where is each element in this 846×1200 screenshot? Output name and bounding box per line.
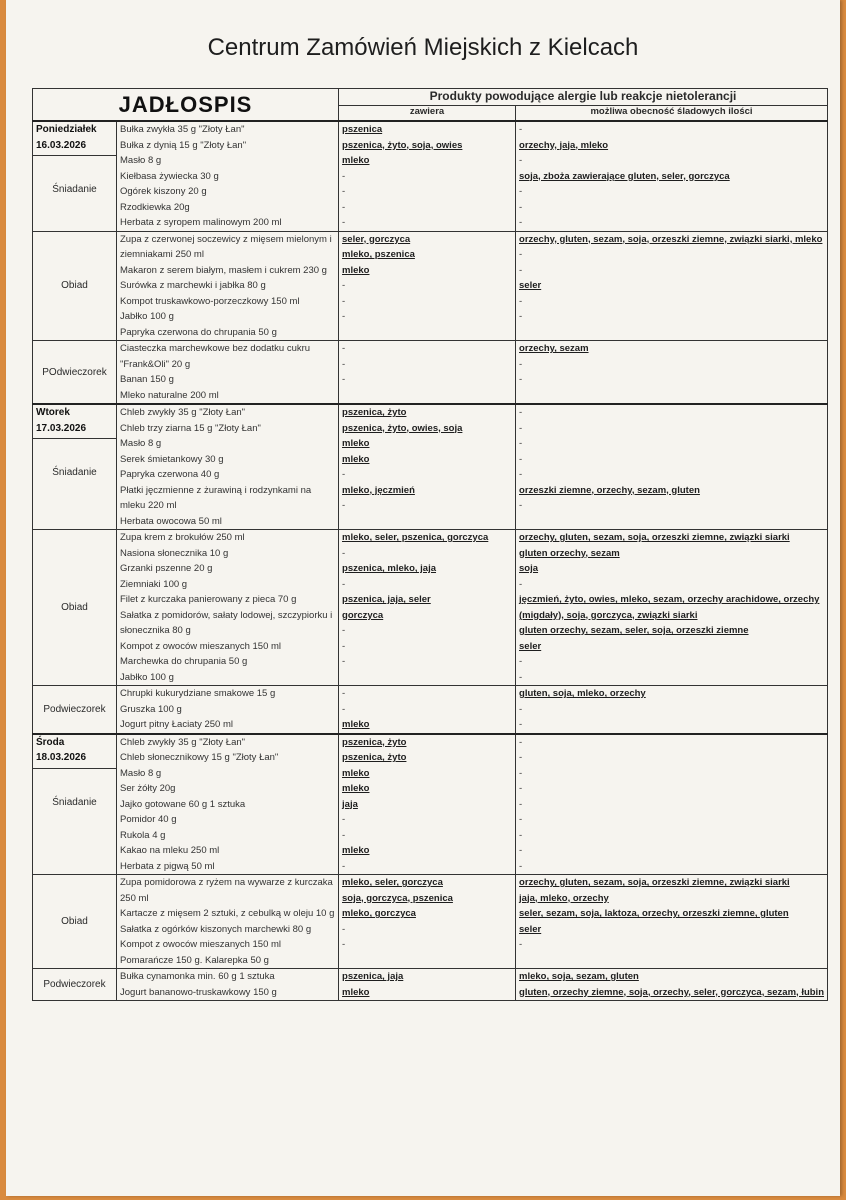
traces-cell <box>516 341 828 405</box>
dish-item: Papryka czerwona do chrupania 50 g <box>120 326 277 338</box>
meal-name: Obiad <box>61 280 88 292</box>
traces-item: - <box>519 860 523 872</box>
dish-item: Kiełbasa żywiecka 30 g <box>120 170 219 182</box>
dish-item: Chrupki kukurydziane smakowe 15 g <box>120 688 276 699</box>
meal-name: Podwieczorek <box>43 703 106 715</box>
traces-item: - <box>519 814 523 825</box>
contains-item: pszenica, jaja, seler <box>342 594 431 605</box>
meal-name: Obiad <box>61 916 88 927</box>
dish-item: Pomidor 40 g <box>120 814 177 825</box>
meal-row <box>33 404 828 530</box>
meal-name: POdwieczorek <box>42 366 107 378</box>
meal-cell <box>33 121 117 231</box>
day-date: 18.03.2026 <box>36 752 87 763</box>
contains-item: mleko, seler, pszenica, gorczyca <box>342 532 489 543</box>
contains-item: - <box>342 640 346 652</box>
traces-item: - <box>519 295 523 307</box>
contains-item: pszenica, żyto <box>342 752 407 763</box>
dish-item: Chleb zwykły 35 g "Złoty Łan" <box>120 736 246 748</box>
traces-item: - <box>519 798 523 810</box>
traces-item: - <box>519 217 523 228</box>
dish-item: Zupa pomidorowa z ryżem na wywarze z kurczaka 250 ml <box>120 877 333 904</box>
contains-cell <box>339 686 516 734</box>
contains-item: - <box>342 186 346 197</box>
contains-item: pszenica, mleko, jaja <box>342 563 437 574</box>
traces-item: - <box>519 422 523 434</box>
traces-item: - <box>519 752 523 763</box>
contains-item: - <box>342 814 346 825</box>
traces-item: - <box>519 578 523 590</box>
dish-cell <box>117 121 339 231</box>
traces-cell <box>516 686 828 734</box>
dish-item: Rzodkiewka 20g <box>120 201 190 213</box>
meal-cell <box>33 341 117 405</box>
dish-item: Masło 8 g <box>120 155 162 166</box>
traces-item: - <box>519 783 523 794</box>
dish-item: Zupa krem z brokułów 250 ml <box>120 532 245 543</box>
contains-item: mleko <box>342 783 370 794</box>
contains-item: mleko <box>342 986 370 998</box>
dish-item: Marchewka do chrupania 50 g <box>120 656 248 667</box>
dish-item: Sałatka z ogórków kiszonych marchewki 80 g <box>120 923 312 935</box>
traces-item: seler, sezam, soja, laktoza, orzechy, orzeszki ziemne, gluten <box>519 908 789 919</box>
traces-item: - <box>519 249 523 260</box>
day-name: Środa <box>36 736 65 748</box>
contains-item: soja, gorczyca, pszenica <box>342 892 453 904</box>
traces-item: - <box>519 845 523 856</box>
contains-item: mleko <box>342 264 370 276</box>
dish-item: Kompot z owoców mieszanych 150 ml <box>120 640 282 652</box>
traces-cell <box>516 734 828 875</box>
day-header <box>33 405 116 439</box>
dish-item: Filet z kurczaka panierowany z pieca 70 g <box>120 594 297 605</box>
dish-item: Jajko gotowane 60 g 1 sztuka <box>120 798 246 810</box>
dish-item: Jabłko 100 g <box>120 311 174 322</box>
contains-item: gorczyca <box>342 609 384 621</box>
traces-item: - <box>519 703 523 715</box>
day-date: 16.03.2026 <box>36 139 87 151</box>
dish-item: Rukola 4 g <box>120 829 166 841</box>
contains-item: - <box>342 703 346 715</box>
contains-item: - <box>342 578 346 590</box>
traces-item: - <box>519 829 523 841</box>
contains-cell <box>339 734 516 875</box>
traces-item: - <box>519 736 523 748</box>
contains-item: mleko <box>342 767 370 779</box>
contains-cell <box>339 530 516 686</box>
contains-item: - <box>342 295 346 307</box>
contains-item: - <box>342 343 346 354</box>
dish-item: Chleb słonecznikowy 15 g "Złoty Łan" <box>120 752 279 763</box>
allergen-header: Produkty powodujące alergie lub reakcje nietolerancji <box>339 89 828 106</box>
day-date: 17.03.2026 <box>36 422 87 434</box>
meal-row <box>33 530 828 686</box>
dish-item: Pomarańcze 150 g. Kalarepka 50 g <box>120 954 269 966</box>
traces-item: - <box>519 939 523 950</box>
dish-cell <box>117 734 339 875</box>
dish-item: Chleb zwykły 35 g "Złoty Łan" <box>120 407 246 418</box>
contains-item: - <box>342 280 346 291</box>
traces-item: - <box>519 407 523 418</box>
traces-item: - <box>519 453 523 465</box>
contains-cell <box>339 875 516 969</box>
traces-item: - <box>519 264 523 276</box>
contains-item: - <box>342 547 346 559</box>
menu-sheet <box>6 0 840 1196</box>
meal-cell <box>33 231 117 341</box>
dish-item: Kompot z owoców mieszanych 150 ml <box>120 939 282 950</box>
traces-item: - <box>519 719 523 730</box>
contains-item: - <box>342 829 346 841</box>
contains-item: - <box>342 500 346 511</box>
contains-item: - <box>342 217 346 228</box>
traces-item: - <box>519 438 523 449</box>
meal-row <box>33 734 828 875</box>
meal-row <box>33 231 828 341</box>
contains-item: - <box>342 688 346 699</box>
contains-item: - <box>342 170 346 182</box>
dish-cell <box>117 404 339 530</box>
traces-item: gluten, soja, mleko, orzechy <box>519 688 646 699</box>
meal-cell <box>33 404 117 530</box>
traces-item: - <box>519 656 523 667</box>
traces-item: - <box>519 500 523 511</box>
contains-item: - <box>342 625 346 636</box>
traces-item: gluten orzechy, sezam <box>519 547 620 559</box>
contains-item: - <box>342 923 346 935</box>
meal-row <box>33 875 828 969</box>
dish-cell <box>117 686 339 734</box>
meal-cell <box>33 686 117 734</box>
dish-item: Makaron z serem białym, masłem i cukrem 230 g <box>120 264 327 276</box>
contains-item: pszenica, żyto, soja, owies <box>342 139 463 151</box>
traces-item: seler <box>519 923 542 935</box>
contains-item: - <box>342 358 346 370</box>
dish-item: Masło 8 g <box>120 767 162 779</box>
contains-cell <box>339 341 516 405</box>
meal-row <box>33 686 828 734</box>
dish-cell <box>117 875 339 969</box>
day-header <box>33 122 116 156</box>
meal-row <box>33 969 828 1001</box>
contains-item: pszenica, żyto <box>342 736 407 748</box>
meal-name: Podwieczorek <box>43 979 106 990</box>
traces-item: gluten, orzechy ziemne, soja, orzechy, seler, gorczyca, sezam, łubin <box>519 986 825 998</box>
contains-header: zawiera <box>339 106 516 122</box>
dish-item: Jogurt bananowo-truskawkowy 150 g <box>120 986 277 998</box>
menu-body <box>33 121 828 1001</box>
dish-item: Grzanki pszenne 20 g <box>120 563 213 574</box>
meal-cell <box>33 530 117 686</box>
traces-item: orzechy, sezam <box>519 343 589 354</box>
contains-item: - <box>342 860 346 872</box>
traces-item: - <box>519 124 523 135</box>
traces-header: możliwa obecność śladowych ilości <box>516 106 828 122</box>
contains-item: pszenica <box>342 124 383 135</box>
dish-item: Kartacze z mięsem 2 sztuki, z cebulką w oleju 10 g <box>120 908 335 919</box>
traces-cell <box>516 121 828 231</box>
dish-item: Papryka czerwona 40 g <box>120 469 220 480</box>
dish-item: Ciasteczka marchewkowe bez dodatku cukru "Frank&Oli" 20 g <box>120 343 311 370</box>
contains-cell <box>339 121 516 231</box>
traces-item: - <box>519 374 523 385</box>
dish-item: Herbata z pigwą 50 ml <box>120 860 215 872</box>
meal-name: Śniadanie <box>52 184 97 195</box>
dish-item: Serek śmietankowy 30 g <box>120 453 224 465</box>
meal-name: Obiad <box>61 602 88 613</box>
dish-cell <box>117 530 339 686</box>
contains-cell <box>339 969 516 1001</box>
dish-item: Ogórek kiszony 20 g <box>120 186 207 197</box>
contains-item: - <box>342 656 346 667</box>
traces-item: seler <box>519 280 542 291</box>
contains-item: - <box>342 939 346 950</box>
dish-item: Kakao na mleku 250 ml <box>120 845 220 856</box>
dish-item: Masło 8 g <box>120 438 162 449</box>
dish-item: Płatki jęczmienne z żurawiną i rodzynkami na mleku 220 ml <box>120 484 312 511</box>
contains-item: - <box>342 469 346 480</box>
day-header <box>33 735 116 769</box>
contains-item: mleko <box>342 438 370 449</box>
meal-row <box>33 341 828 405</box>
meal-name: Śniadanie <box>52 467 97 478</box>
contains-item: pszenica, żyto, owies, soja <box>342 422 463 434</box>
traces-item: - <box>519 767 523 779</box>
meal-cell <box>33 875 117 969</box>
traces-item: orzeszki ziemne, orzechy, sezam, gluten <box>519 484 700 496</box>
dish-item: Nasiona słonecznika 10 g <box>120 547 229 559</box>
traces-item: - <box>519 671 523 683</box>
contains-item: - <box>342 374 346 385</box>
traces-cell <box>516 530 828 686</box>
dish-cell <box>117 969 339 1001</box>
dish-item: Jogurt pitny Łaciaty 250 ml <box>120 719 234 730</box>
contains-item: mleko, pszenica <box>342 249 415 260</box>
contains-cell <box>339 231 516 341</box>
menu-title: JADŁOSPIS <box>33 89 339 122</box>
traces-item: soja <box>519 563 539 574</box>
dish-item: Ser żółty 20g <box>120 783 176 794</box>
traces-item: soja, zboża zawierające gluten, seler, gorczyca <box>519 170 730 182</box>
dish-item: Mleko naturalne 200 ml <box>120 389 219 401</box>
dish-item: Bułka zwykła 35 g "Złoty Łan" <box>120 124 245 135</box>
dish-item: Ziemniaki 100 g <box>120 578 188 590</box>
day-name: Wtorek <box>36 407 70 418</box>
traces-item: - <box>519 155 523 166</box>
dish-item: Jabłko 100 g <box>120 671 174 683</box>
dish-item: Chleb trzy ziarna 15 g "Złoty Łan" <box>120 422 261 434</box>
dish-item: Sałatka z pomidorów, sałaty lodowej, szczypiorku i słonecznika 80 g <box>120 609 333 636</box>
traces-item: - <box>519 201 523 213</box>
day-name: Poniedziałek <box>36 124 97 135</box>
meal-cell <box>33 969 117 1001</box>
contains-item: pszenica, jaja <box>342 971 404 982</box>
contains-item: - <box>342 201 346 213</box>
traces-item: - <box>519 469 523 480</box>
dish-item: Banan 150 g <box>120 374 174 385</box>
meal-row <box>33 121 828 231</box>
contains-cell <box>339 404 516 530</box>
contains-item: mleko <box>342 845 370 856</box>
traces-item: - <box>519 186 523 197</box>
meal-name: Śniadanie <box>52 796 97 808</box>
contains-item: mleko, jęczmień <box>342 484 415 496</box>
traces-cell <box>516 231 828 341</box>
contains-item: mleko <box>342 719 370 730</box>
traces-cell <box>516 404 828 530</box>
contains-item: mleko <box>342 453 370 465</box>
traces-item: mleko, soja, sezam, gluten <box>519 971 639 982</box>
contains-item: - <box>342 311 346 322</box>
traces-item: - <box>519 358 523 370</box>
document-title: Centrum Zamówień Miejskich z Kielcach <box>207 34 639 61</box>
contains-item: mleko, seler, gorczyca <box>342 877 443 888</box>
traces-cell <box>516 969 828 1001</box>
dish-item: Surówka z marchewki i jabłka 80 g <box>120 280 266 291</box>
traces-item: orzechy, gluten, sezam, soja, orzeszki ziemne, związki siarki, mleko <box>519 233 823 245</box>
dish-item: Kompot truskawkowo-porzeczkowy 150 ml <box>120 295 300 307</box>
contains-item: pszenica, żyto <box>342 407 407 418</box>
contains-item: seler, gorczyca <box>342 233 411 245</box>
traces-item: - <box>519 311 523 322</box>
traces-item: orzechy, jaja, mleko <box>519 139 609 151</box>
dish-cell <box>117 341 339 405</box>
traces-item: seler <box>519 640 542 652</box>
menu-table <box>32 88 828 1001</box>
traces-item: jęczmień, żyto, owies, mleko, sezam, orzechy arachidowe, orzechy (migdały), soja, gorczyca, związki siarki <box>519 594 820 621</box>
dish-item: Bułka cynamonka min. 60 g 1 sztuka <box>120 971 275 982</box>
traces-cell <box>516 875 828 969</box>
contains-item: jaja <box>342 798 358 810</box>
dish-item: Zupa z czerwonej soczewicy z mięsem mielonym i ziemniakami 250 ml <box>120 233 332 260</box>
traces-item: orzechy, gluten, sezam, soja, orzeszki ziemne, związki siarki <box>519 877 790 888</box>
contains-item: mleko, gorczyca <box>342 908 416 919</box>
dish-item: Herbata owocowa 50 ml <box>120 515 222 527</box>
meal-cell <box>33 734 117 875</box>
dish-item: Herbata z syropem malinowym 200 ml <box>120 217 282 228</box>
contains-item: mleko <box>342 155 370 166</box>
dish-item: Gruszka 100 g <box>120 703 182 715</box>
dish-cell <box>117 231 339 341</box>
traces-item: orzechy, gluten, sezam, soja, orzeszki ziemne, związki siarki <box>519 532 790 543</box>
traces-item: gluten orzechy, sezam, seler, soja, orzeszki ziemne <box>519 625 749 636</box>
dish-item: Bułka z dynią 15 g "Złoty Łan" <box>120 139 247 151</box>
traces-item: jaja, mleko, orzechy <box>519 892 609 904</box>
